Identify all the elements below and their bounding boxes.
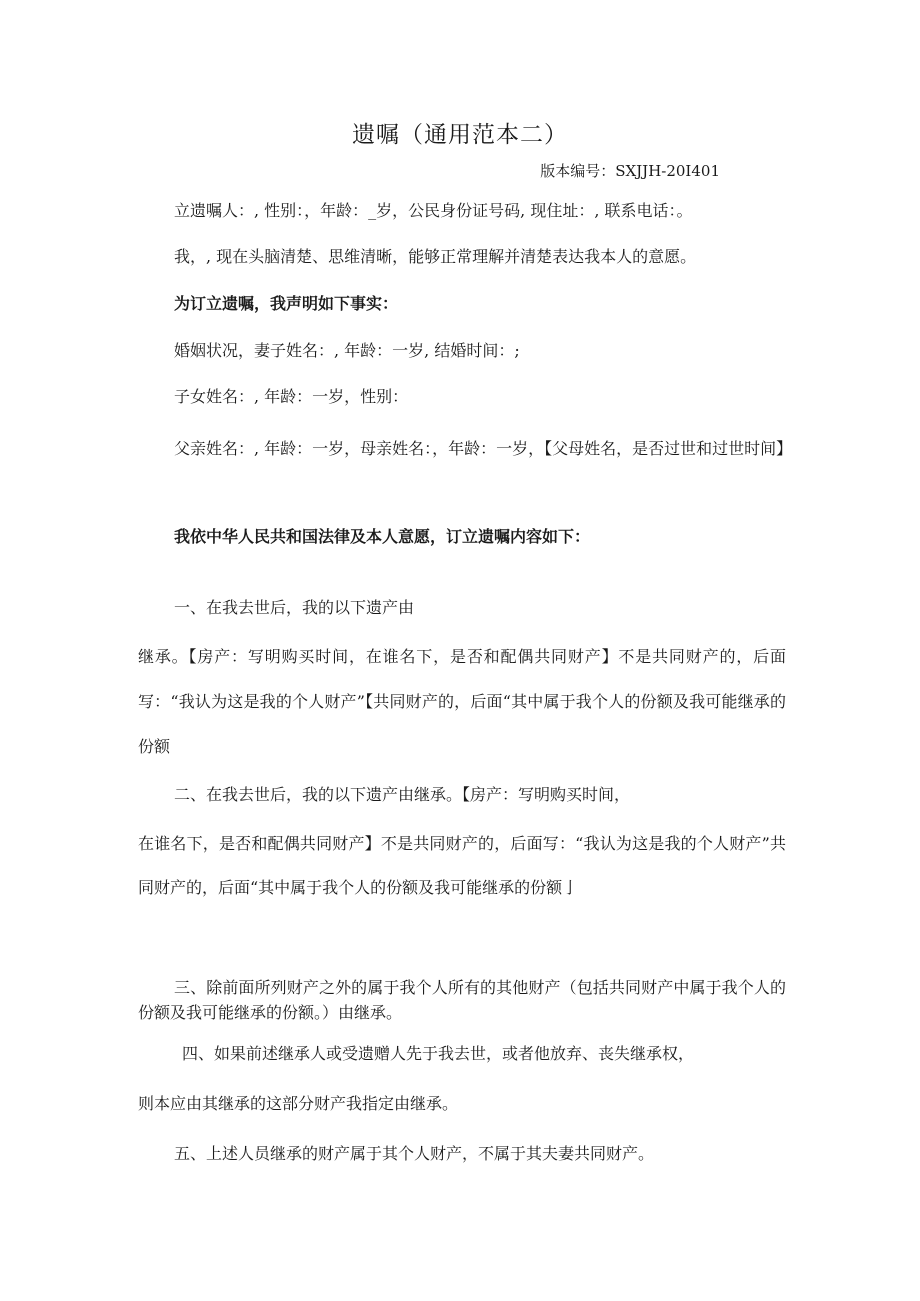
facts-heading: 为订立遗嘱，我声明如下事实： [174,294,399,313]
item-two-continued: 在谁名下，是否和配偶共同财产】不是共同财产的，后面写：“我认为这是我的个人财产”共同财产的，后面“其中属于我个人的份额及我可能继承的份额亅 [138,834,786,897]
item-four-continued: 则本应由其继承的这部分财产我指定由继承。 [138,1094,459,1113]
item-two: 二、在我去世后，我的以下遗产由继承。【房产：写明购买时间， [174,785,631,804]
declaration: 我，, 现在头脑清楚、思维清晰，能够正常理解并清楚表达我本人的意愿。 [174,247,697,266]
parents-info: 父亲姓名：, 年龄：一岁，母亲姓名：，年龄：一岁，【父母姓名，是否过世和过世时间】 [174,439,793,458]
item-three: 三、除前面所列财产之外的属于我个人所有的其他财产（包括共同财产中属于我个人的份额及我可能继承的份额。）由继承。 [138,978,786,1022]
testator-info: 立遗嘱人：, 性别：，年龄：_岁，公民身份证号码, 现住址：, 联系电话：。 [174,201,693,220]
item-one: 一、在我去世后，我的以下遗产由 [174,598,415,617]
children-info: 子女姓名：, 年龄：一岁，性别： [174,387,409,406]
item-one-continued: 继承。【房产：写明购买时间，在谁名下，是否和配偶共同财产】不是共同财产的，后面写：“我认为这是我的个人财产”【共同财产的，后面“其中属于我个人的份额及我可能继承的份额 [138,647,786,756]
item-five: 五、上述人员继承的财产属于其个人财产，不属于其夫妻共同财产。 [174,1144,655,1163]
version-number: 版本编号：SXJJH-20I401 [540,162,720,180]
item-four: 四、如果前述继承人或受遗赠人先于我去世，或者他放弃、丧失继承权， [182,1044,695,1063]
marriage-status: 婚姻状况，妻子姓名：, 年龄：一岁, 结婚时间：; [174,341,520,360]
content-heading: 我依中华人民共和国法律及本人意愿，订立遗嘱内容如下： [174,527,591,546]
document-title: 遗嘱（通用范本二） [352,122,568,148]
